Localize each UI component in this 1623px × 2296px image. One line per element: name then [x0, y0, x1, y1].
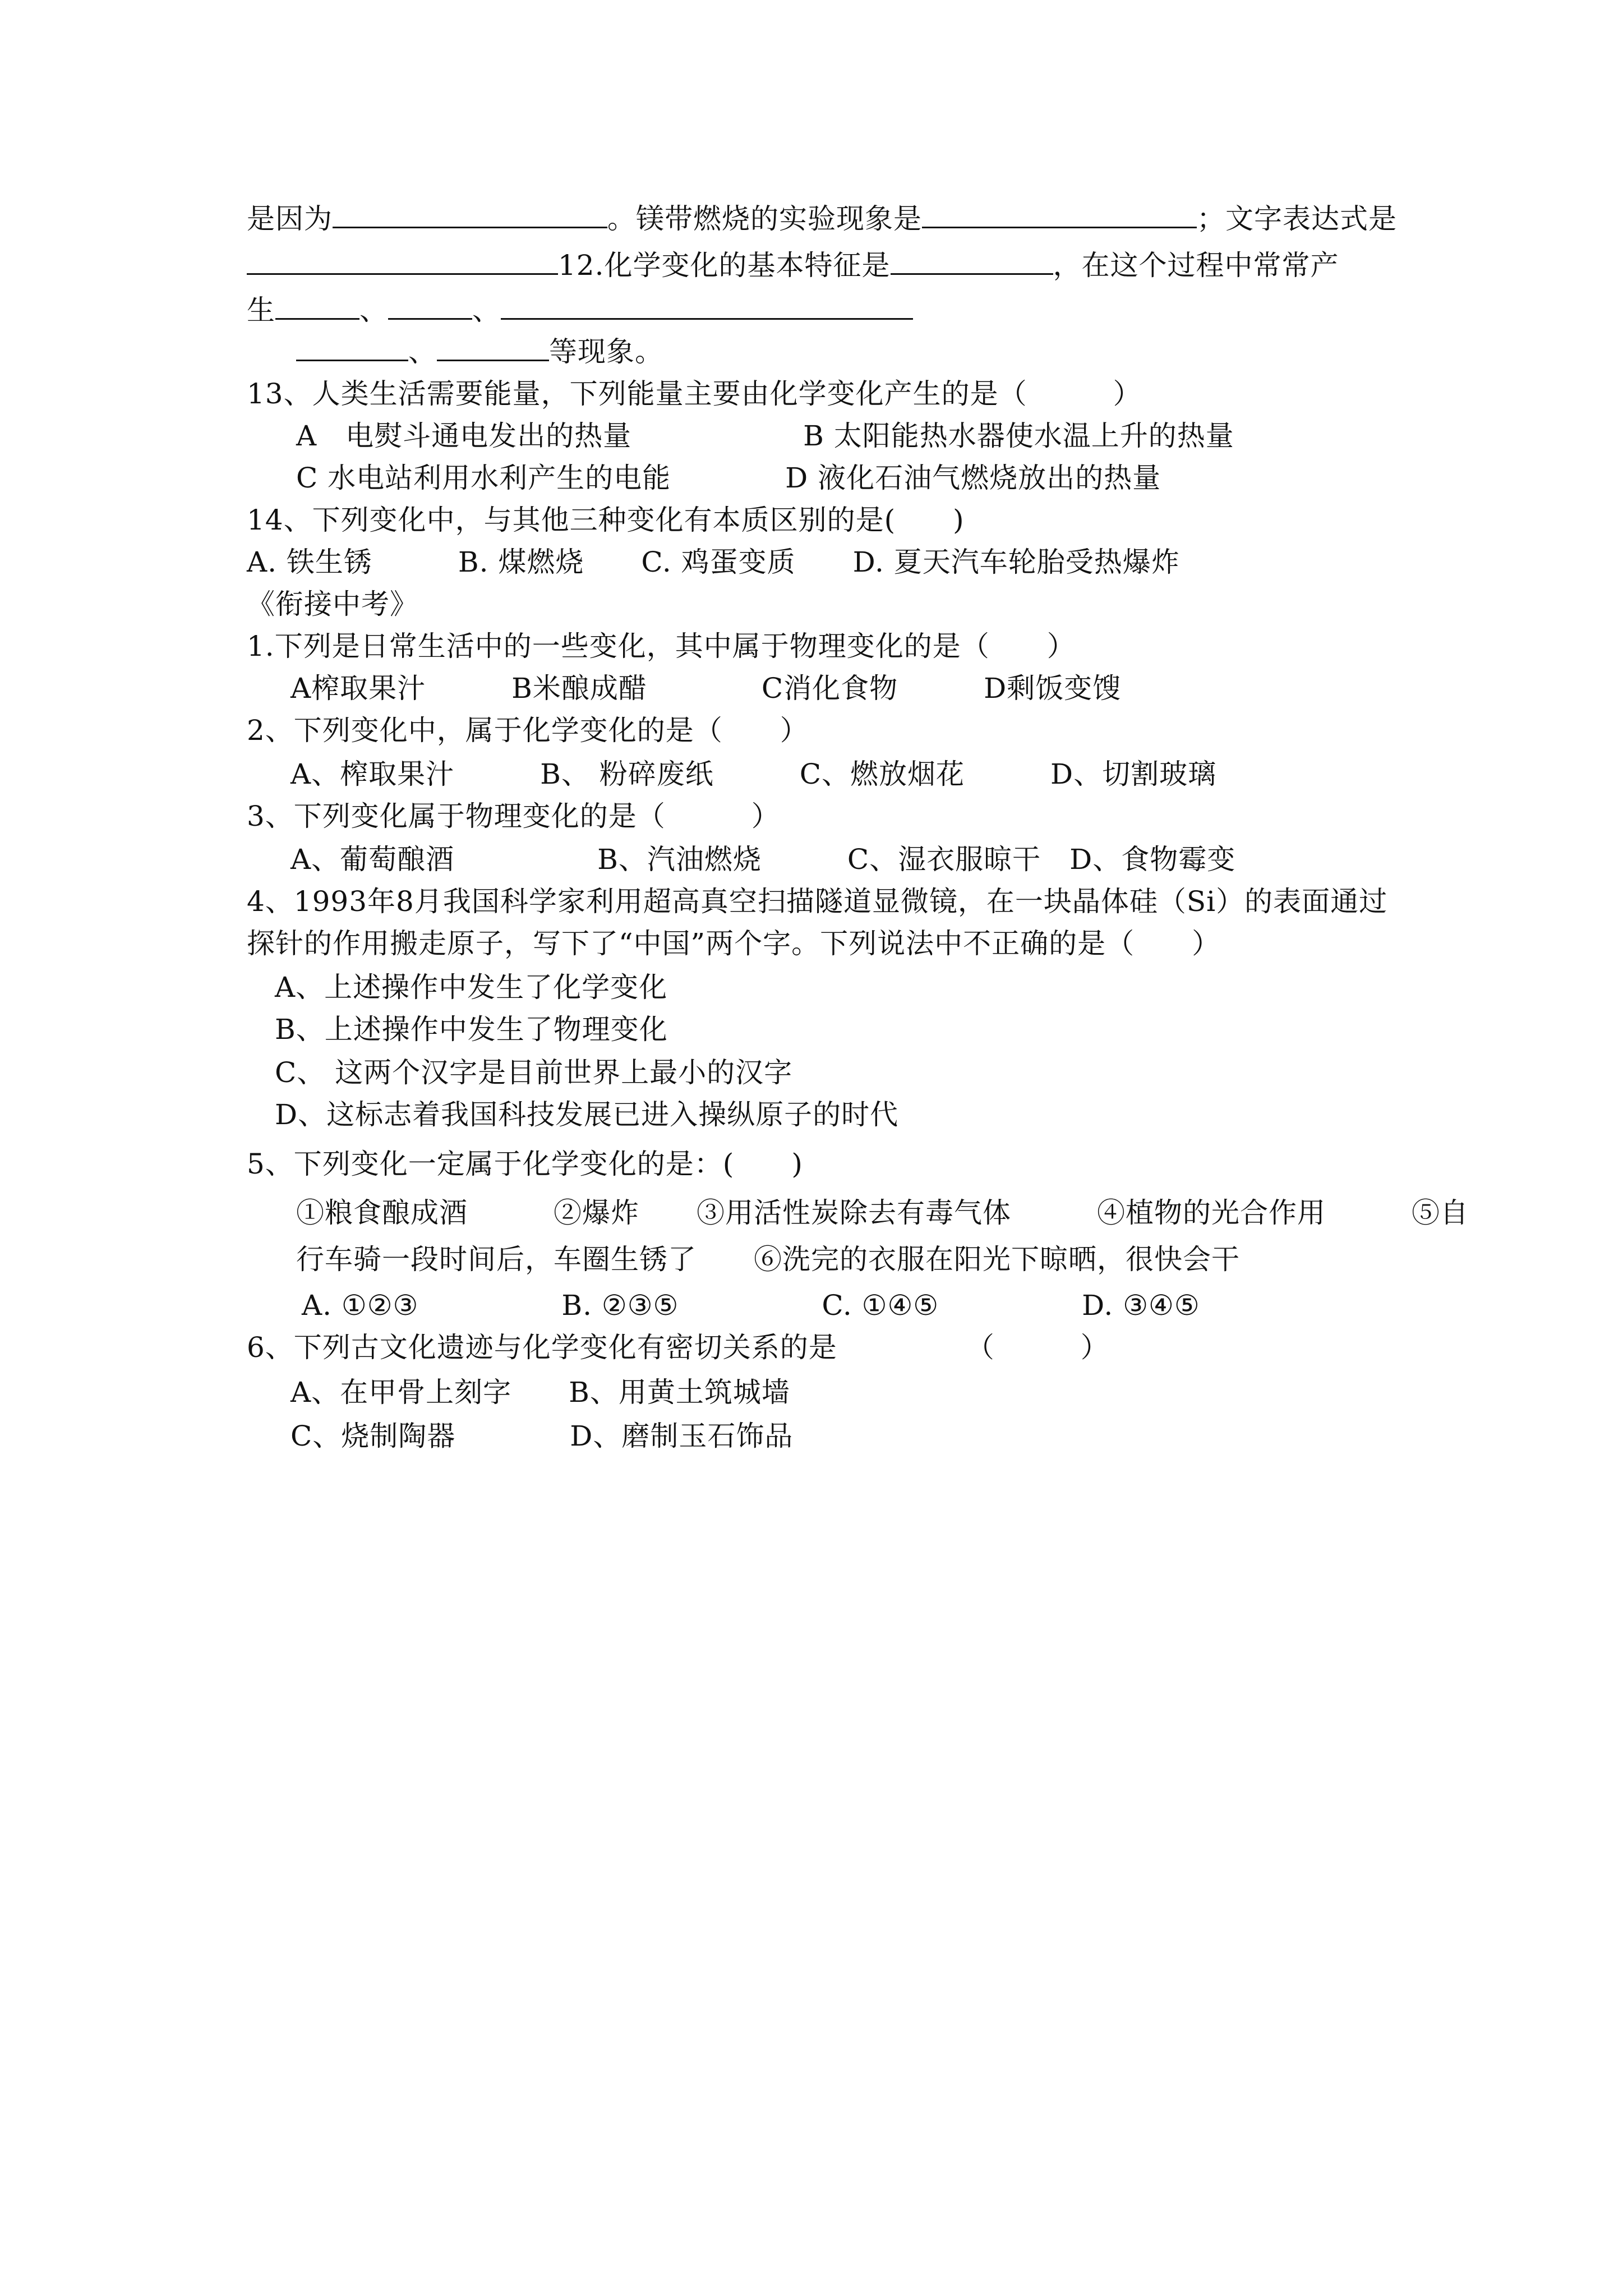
text: ；文字表达式是 — [1197, 203, 1397, 235]
exam-question-2-options: A、榨取果汁 B、 粉碎废纸 C、燃放烟花 D、切割玻璃 — [291, 758, 1217, 790]
exam-question-2-stem: 2、下列变化中，属于化学变化的是（ ） — [247, 714, 809, 747]
fill-blank[interactable] — [891, 246, 1053, 275]
text: 是因为 — [247, 203, 333, 235]
exam-question-5-stem: 5、下列变化一定属于化学变化的是：( ) — [247, 1148, 803, 1180]
fill-blank[interactable] — [275, 291, 359, 320]
intro-line-4 — [296, 332, 663, 371]
question-13-options-row-1: A 电熨斗通电发出的热量 B 太阳能热水器使水温上升的热量 — [296, 420, 1234, 452]
exam-question-6-options-row-2: C、烧制陶器 D、磨制玉石饰品 — [291, 1420, 794, 1452]
question-13-stem: 13、人类生活需要能量，下列能量主要由化学变化产生的是（ ） — [247, 378, 1142, 410]
intro-line-2 — [247, 246, 1339, 285]
exam-question-4-option-a: A、上述操作中发生了化学变化 — [275, 971, 668, 1004]
fill-blank[interactable] — [247, 246, 558, 275]
question-14-stem: 14、下列变化中，与其他三种变化有本质区别的是( ) — [247, 504, 965, 536]
exam-question-3-options: A、葡萄酿酒 B、汽油燃烧 C、湿衣服晾干 D、食物霉变 — [291, 843, 1236, 876]
question-13-options-row-2: C 水电站利用水利产生的电能 D 液化石油气燃烧放出的热量 — [296, 462, 1161, 494]
text: 等现象。 — [549, 335, 663, 368]
exam-question-5-items-line-2: 行车骑一段时间后，车圈生锈了 ⑥洗完的衣服在阳光下晾晒，很快会干 — [296, 1243, 1240, 1276]
separator: 、 — [408, 335, 437, 368]
fill-blank[interactable] — [501, 291, 913, 320]
text: 。镁带燃烧的实验现象是 — [607, 203, 922, 235]
text: 生 — [247, 294, 275, 326]
fill-blank[interactable] — [922, 200, 1197, 228]
separator: 、 — [472, 294, 501, 326]
fill-blank[interactable] — [296, 333, 408, 361]
exam-question-6-stem: 6、下列古文化遗迹与化学变化有密切关系的是 （ ） — [247, 1331, 1109, 1364]
exam-question-1-options: A榨取果汁 B米酿成醋 C消化食物 D剩饭变馊 — [291, 672, 1122, 705]
exam-question-5-options: A. ①②③ B. ②③⑤ C. ①④⑤ D. ③④⑤ — [302, 1289, 1200, 1322]
exam-question-4-stem-line-2: 探针的作用搬走原子，写下了“中国”两个字。下列说法中不正确的是（ ） — [247, 927, 1221, 960]
exam-question-4-option-b: B、上述操作中发生了物理变化 — [275, 1013, 668, 1046]
text: 12.化学变化的基本特征是 — [558, 249, 891, 282]
exam-question-1-stem: 1.下列是日常生活中的一些变化，其中属于物理变化的是（ ） — [247, 630, 1076, 662]
exam-question-5-items-line-1: ①粮食酿成酒 ②爆炸 ③用活性炭除去有毒气体 ④植物的光合作用 ⑤自 — [296, 1197, 1469, 1229]
intro-line-3 — [247, 291, 913, 330]
fill-blank[interactable] — [437, 333, 549, 361]
exam-question-3-stem: 3、下列变化属于物理变化的是（ ） — [247, 800, 780, 832]
fill-blank[interactable] — [388, 291, 472, 320]
exam-question-4-option-c: C、 这两个汉字是目前世界上最小的汉字 — [275, 1056, 793, 1089]
exam-question-4-option-d: D、这标志着我国科技发展已进入操纵原子的时代 — [275, 1098, 899, 1131]
question-14-options: A. 铁生锈 B. 煤燃烧 C. 鸡蛋变质 D. 夏天汽车轮胎受热爆炸 — [247, 546, 1180, 578]
fill-blank[interactable] — [333, 200, 607, 228]
exam-question-4-stem-line-1: 4、1993年8月我国科学家利用超高真空扫描隧道显微镜，在一块晶体硅（Si）的表面通过 — [247, 885, 1388, 918]
section-title: 《衔接中考》 — [247, 588, 418, 620]
exam-question-6-options-row-1: A、在甲骨上刻字 B、用黄土筑城墙 — [291, 1376, 790, 1409]
intro-line-1 — [247, 199, 1397, 238]
text: ，在这个过程中常常产 — [1053, 249, 1339, 282]
separator: 、 — [359, 294, 388, 326]
